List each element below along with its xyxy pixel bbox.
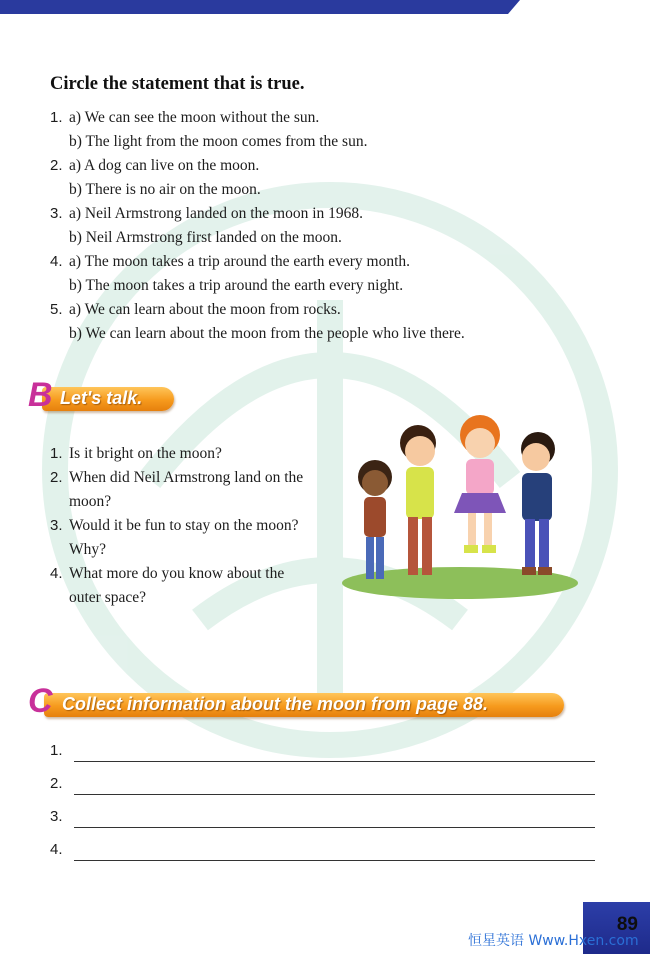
talk-question-4: 4. What more do you know about the: [50, 565, 285, 582]
answer-line-2[interactable]: 2.: [50, 775, 595, 799]
question-5-option-b[interactable]: b) We can learn about the moon from the people who live there.: [69, 325, 465, 342]
child-2-figure: [400, 425, 436, 575]
top-bar: [0, 0, 650, 14]
answer-rule: [74, 827, 595, 828]
question-3-option-a[interactable]: 3. a) Neil Armstrong landed on the moon in 1968.: [50, 205, 364, 222]
question-number: 5.: [50, 301, 63, 318]
talk-question-2-cont: moon?: [69, 493, 112, 510]
section-c-letter: C: [28, 682, 53, 720]
answer-line-4[interactable]: 4.: [50, 841, 595, 865]
footer-site-text[interactable]: 恒星英语 Www.Hxen.com: [468, 933, 639, 949]
question-2-option-b[interactable]: b) There is no air on the moon.: [69, 181, 261, 198]
question-number: 1.: [50, 109, 63, 126]
child-1-figure: [358, 460, 392, 579]
question-1-option-b[interactable]: b) The light from the moon comes from the sun.: [69, 133, 368, 150]
question-3-option-b[interactable]: b) Neil Armstrong first landed on the moon.: [69, 229, 342, 246]
talk-question-3-cont: Why?: [69, 541, 107, 558]
talk-question-4-cont: outer space?: [69, 589, 147, 606]
answer-line-1[interactable]: 1.: [50, 742, 595, 766]
children-talking-illustration: [340, 405, 585, 600]
question-5-option-a[interactable]: 5. a) We can learn about the moon from rocks.: [50, 301, 341, 318]
answer-rule: [74, 860, 595, 861]
question-number: 3.: [50, 205, 63, 222]
question-1-option-a[interactable]: 1. a) We can see the moon without the sun.: [50, 109, 320, 126]
talk-question-2: 2. When did Neil Armstrong land on the: [50, 469, 304, 486]
question-4-option-a[interactable]: 4. a) The moon takes a trip around the earth every month.: [50, 253, 411, 270]
answer-line-3[interactable]: 3.: [50, 808, 595, 832]
question-number: 4.: [50, 253, 63, 270]
question-2-option-a[interactable]: 2. a) A dog can live on the moon.: [50, 157, 260, 174]
question-4-option-b[interactable]: b) The moon takes a trip around the earth every night.: [69, 277, 404, 294]
page-number: 89: [616, 914, 638, 935]
section-b-letter: B: [28, 376, 53, 414]
answer-rule: [74, 794, 595, 795]
child-4-figure: [521, 432, 555, 575]
talk-question-3: 3. Would it be fun to stay on the moon?: [50, 517, 299, 534]
section-b-banner: [28, 376, 178, 414]
child-3-figure: [454, 415, 506, 553]
section-b-title: Let's talk.: [60, 388, 143, 408]
section-c-banner: [28, 682, 573, 720]
answer-rule: [74, 761, 595, 762]
question-number: 2.: [50, 157, 63, 174]
talk-question-1: 1. Is it bright on the moon?: [50, 445, 222, 462]
section-a-title: Circle the statement that is true.: [50, 74, 305, 94]
section-c-title: Collect information about the moon from page 88.: [62, 694, 489, 714]
